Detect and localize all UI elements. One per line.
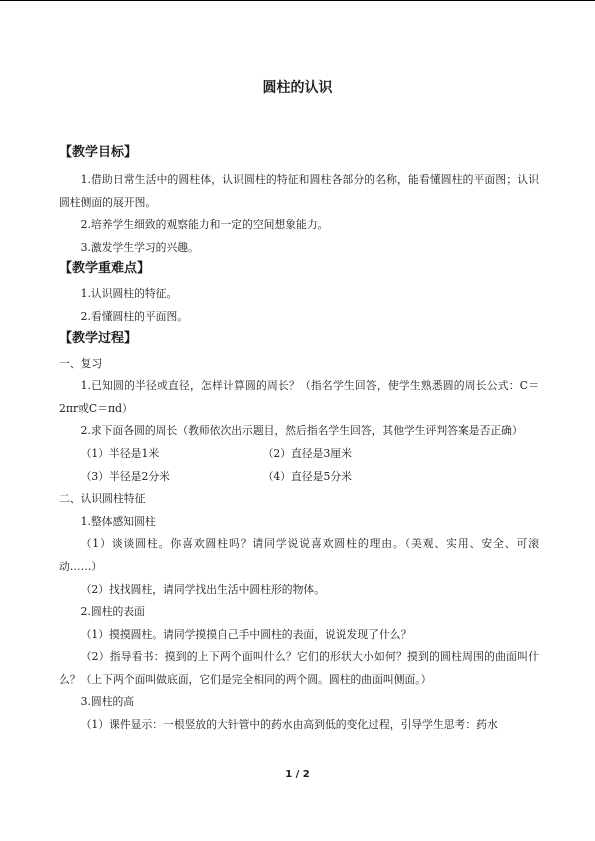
objective-3: 3.激发学生学习的兴趣。 (80, 240, 199, 254)
section-heading-key-points: 【教学重难点】 (59, 261, 151, 277)
exercise-item-1: （1）半径是1米 (80, 446, 160, 460)
review-question-2: 2.求下面各圆的周长（教师依次出示题目，然后指名学生回答，其他学生评判答案是否正确） (80, 424, 523, 438)
step-3-heading: 3.圆柱的高 (80, 695, 135, 709)
section-heading-objectives: 【教学目标】 (59, 145, 138, 160)
exercise-item-3: （3）半径是2分米 (80, 469, 170, 483)
step-2-item-1: （1）摸摸圆柱。请同学摸摸自己手中圆柱的表面，说说发现了什么？ (80, 627, 412, 641)
page-top-border (0, 0, 595, 1)
step-1-item-1: （1）谈谈圆柱。你喜欢圆柱吗？请同学说说喜欢圆柱的理由。（美观、实用、安全、可滚动……） (59, 537, 539, 573)
exercise-row-2 (59, 466, 539, 489)
exercise-item-2: （2）直径是3厘米 (262, 446, 352, 460)
page-number: 1 / 2 (285, 769, 310, 780)
page-title: 圆柱的认识 (262, 80, 333, 96)
exercise-row-1 (59, 443, 539, 466)
step-2-heading: 2.圆柱的表面 (80, 605, 145, 619)
review-question-1: 1.已知圆的半径或直径，怎样计算圆的周长？（指名学生回答，使学生熟悉圆的周长公式：C＝2πr或C＝πd） (59, 379, 539, 415)
objective-1: 1.借助日常生活中的圆柱体，认识圆柱的特征和圆柱各部分的名称，能看懂圆柱的平面图；认识圆柱侧面的展开图。 (59, 173, 539, 209)
section-heading-process: 【教学过程】 (59, 330, 138, 346)
document-body (59, 143, 539, 737)
key-point-1: 1.认识圆柱的特征。 (80, 287, 178, 301)
step-3-item-1: （1）课件显示：一根竖放的大针管中的药水由高到低的变化过程，引导学生思考：药水 (80, 718, 498, 732)
key-point-2: 2.看懂圆柱的平面图。 (80, 309, 189, 323)
objective-2: 2.培养学生细致的观察能力和一定的空间想象能力。 (80, 218, 329, 232)
step-1-item-2: （2）找找圆柱，请同学找出生活中圆柱形的物体。 (80, 582, 325, 596)
exercise-item-4: （4）直径是5分米 (262, 469, 352, 483)
step-2-item-2: （2）指导看书：摸到的上下两个面叫什么？它们的形状大小如何？摸到的圆柱周围的曲面叫什么？（上下两个面叫做底面，它们是完全相同的两个圆。圆柱的曲面叫侧面。） (59, 650, 539, 686)
step-1-heading: 1.整体感知圆柱 (80, 514, 156, 528)
part-features-heading: 二、认识圆柱特征 (59, 492, 146, 506)
part-review-heading: 一、复习 (59, 356, 103, 370)
